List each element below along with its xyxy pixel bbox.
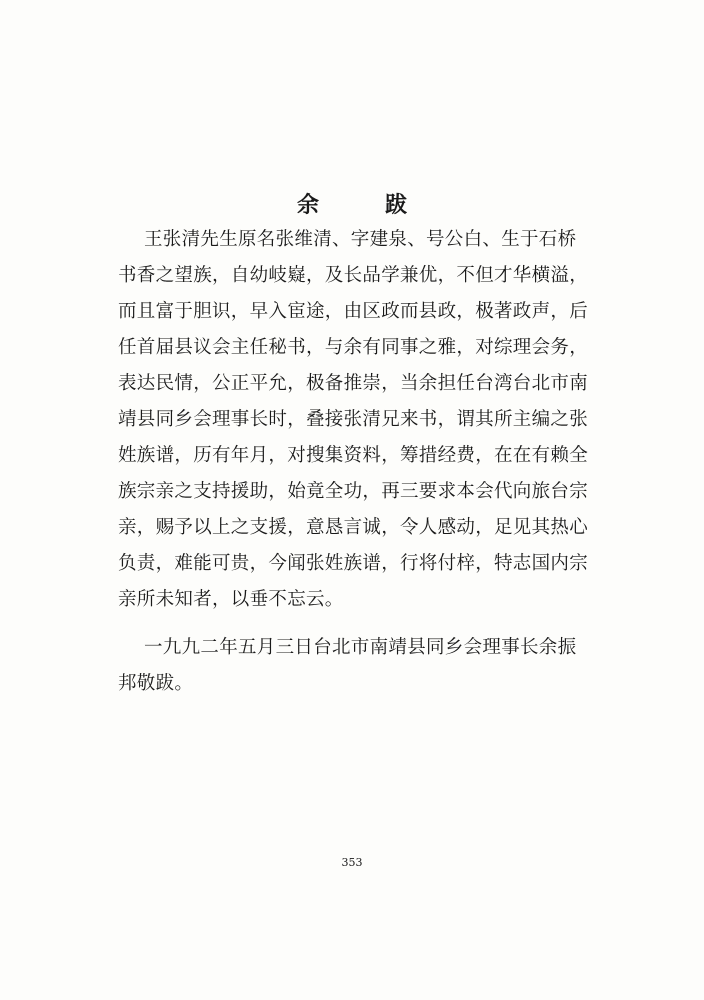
text-line: 姓族谱，历有年月，对搜集资料，筹措经费，在在有赖全: [118, 445, 589, 466]
text-line: 亲所未知者，以垂不忘云。: [118, 589, 344, 610]
text-line: 亲，赐予以上之支援，意恳言诚，令人感动，足见其热心: [118, 517, 589, 538]
paragraph-gap: [118, 618, 588, 630]
text-line: 族宗亲之支持援助，始竟全功，再三要求本会代向旅台宗: [118, 481, 589, 502]
text-line: 而且富于胆识，早入宦途，由区政而县政，极著政声，后: [118, 301, 589, 322]
page-number: 353: [341, 856, 363, 869]
text-line: 靖县同乡会理事长时，叠接张清兄来书，谓其所主编之张: [118, 409, 589, 430]
text-line: 王张清先生原名张维清、字建泉、号公白、生于石桥: [144, 229, 577, 250]
page-title: 余 跋: [296, 192, 429, 218]
text-line: 书香之望族，自幼岐嶷，及长品学兼优，不但才华横溢，: [118, 265, 589, 286]
text-line: 表达民情，公正平允，极备推崇，当余担任台湾台北市南: [118, 373, 589, 394]
body-text: [118, 222, 588, 702]
text-line: 任首届县议会主任秘书，与余有同事之雅，对综理会务，: [118, 337, 589, 358]
text-line: 负责，难能可贵，今闻张姓族谱，行将付梓，特志国内宗: [118, 553, 589, 574]
signature-line: 一九九二年五月三日台北市南靖县同乡会理事长余振: [144, 637, 577, 658]
signature-line: 邦敬跋。: [118, 673, 194, 694]
